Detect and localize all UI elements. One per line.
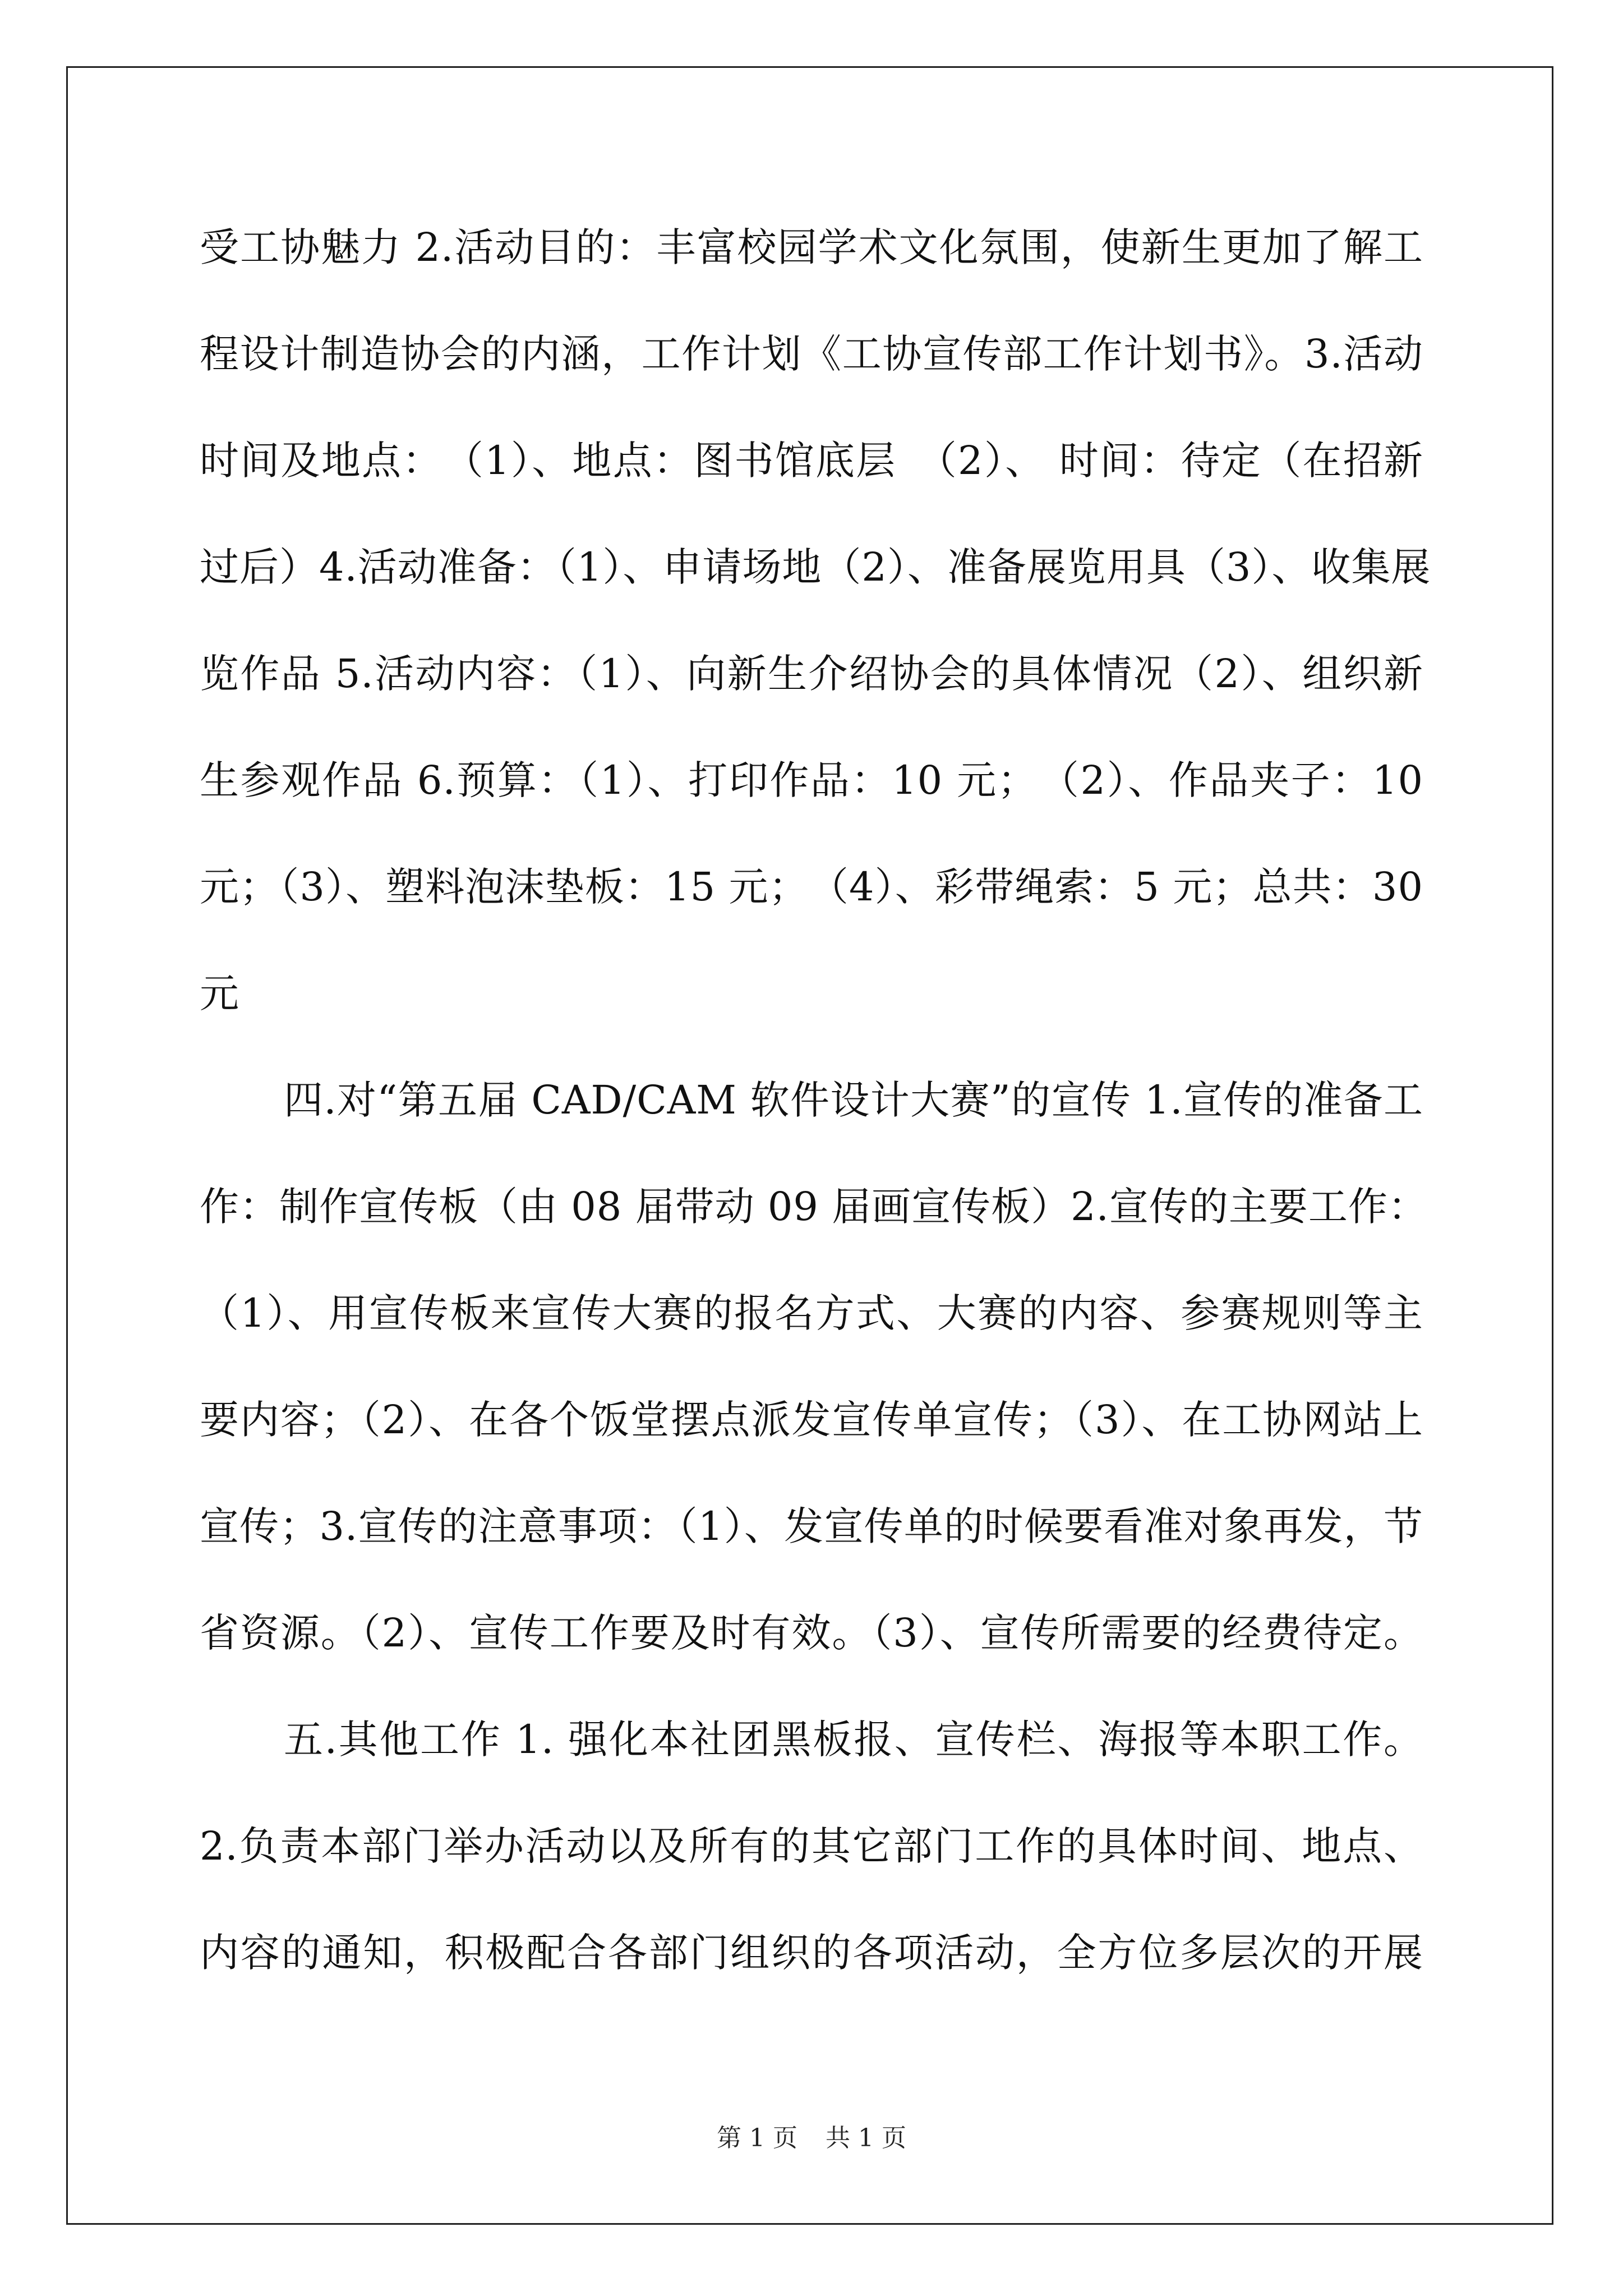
text-line: 时间及地点： （1）、地点：图书馆底层 （2）、 时间：待定（在招新	[200, 438, 1423, 484]
text-line: 程设计制造协会的内涵，工作计划《工协宣传部工作计划书》。3.活动	[200, 331, 1423, 377]
page-total: 共 1 页	[826, 2124, 906, 2152]
text-line: 省资源。（2）、宣传工作要及时有效。（3）、宣传所需要的经费待定。	[200, 1610, 1423, 1656]
document-body	[200, 211, 1431, 2023]
page-number: 第 1 页	[717, 2124, 797, 2152]
text-line: 元	[200, 970, 239, 1016]
section-heading-line: 四.对“第五届 CAD/CAM 软件设计大赛”的宣传 1.宣传的准备工	[284, 1077, 1423, 1123]
text-line: 要内容；（2）、在各个饭堂摆点派发宣传单宣传；（3）、在工协网站上	[200, 1397, 1423, 1443]
text-line: 内容的通知，积极配合各部门组织的各项活动，全方位多层次的开展	[200, 1930, 1423, 1976]
section-heading-line: 五.其他工作 1. 强化本社团黑板报、宣传栏、海报等本职工作。	[284, 1717, 1423, 1763]
text-line: 作：制作宣传板（由 08 届带动 09 届画宣传板）2.宣传的主要工作：	[200, 1184, 1428, 1230]
text-line: 2.负责本部门举办活动以及所有的其它部门工作的具体时间、地点、	[200, 1823, 1423, 1869]
page-footer	[0, 2122, 1623, 2155]
text-line: 过后）4.活动准备：（1）、申请场地（2）、准备展览用具（3）、收集展	[200, 544, 1431, 590]
text-line: 受工协魅力 2.活动目的：丰富校园学术文化氛围，使新生更加了解工	[200, 224, 1423, 270]
text-line: 元；（3）、塑料泡沫垫板：15 元； （4）、彩带绳索：5 元；总共：30	[200, 864, 1423, 910]
text-line: 生参观作品 6.预算：（1）、打印作品：10 元； （2）、作品夹子：10	[200, 757, 1423, 803]
text-line: （1）、用宣传板来宣传大赛的报名方式、大赛的内容、参赛规则等主	[200, 1290, 1423, 1336]
text-line: 览作品 5.活动内容：（1）、向新生介绍协会的具体情况（2）、组织新	[200, 651, 1423, 697]
text-line: 宣传；3.宣传的注意事项：（1）、发宣传单的时候要看准对象再发，节	[200, 1503, 1423, 1549]
